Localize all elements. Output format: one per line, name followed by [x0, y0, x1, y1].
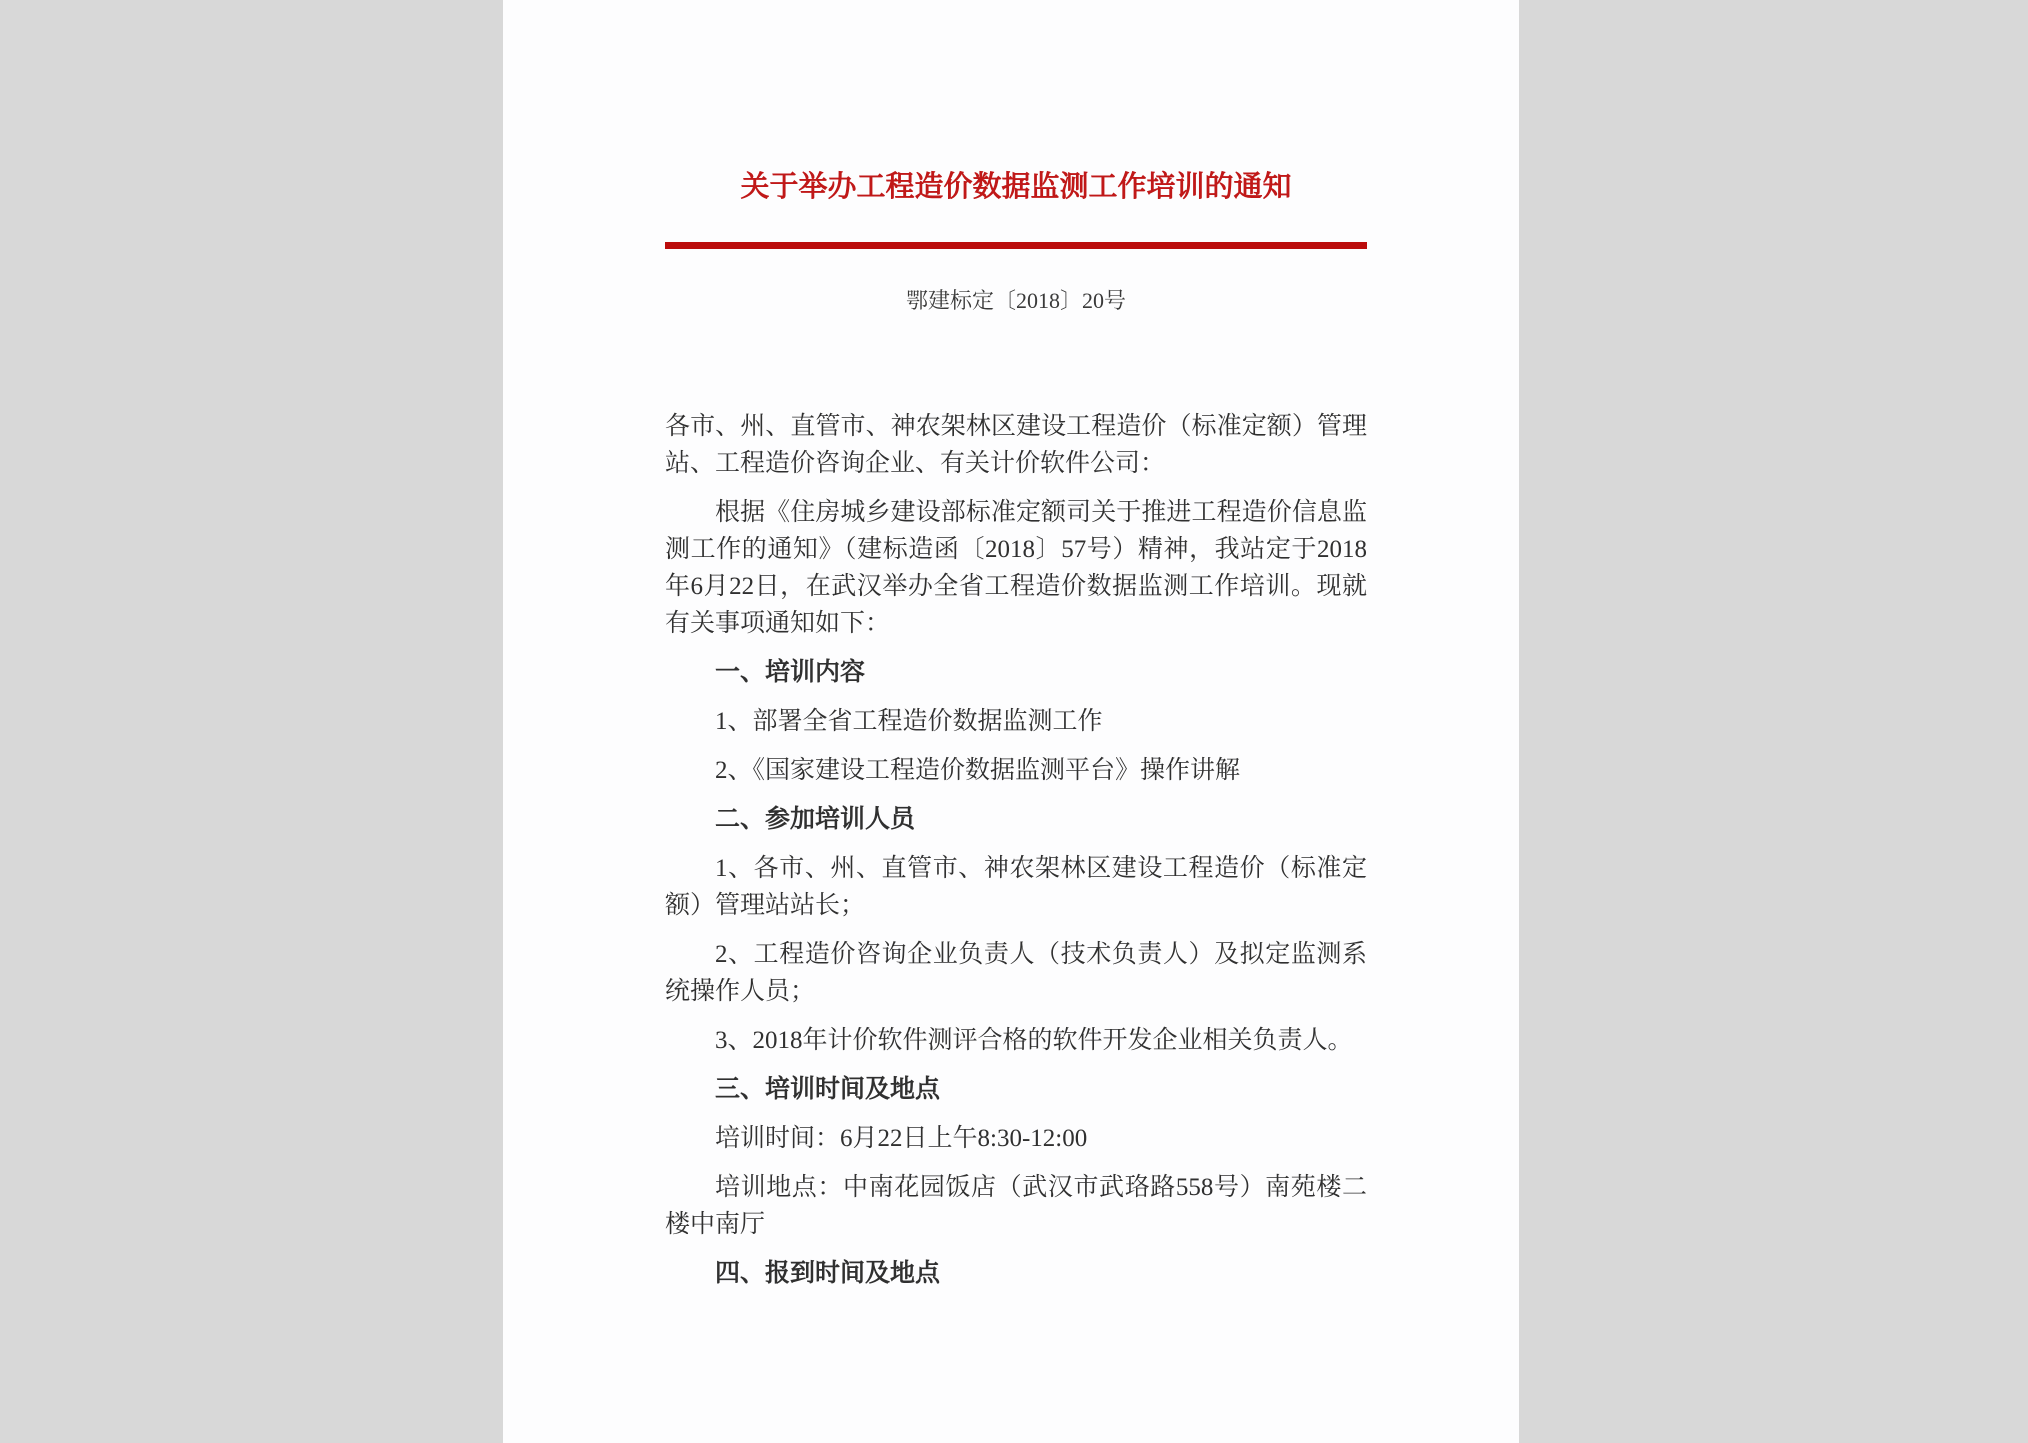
- paragraph: 培训地点：中南花园饭店（武汉市武珞路558号）南苑楼二楼中南厅: [665, 1174, 1367, 1238]
- paragraph: 1、部署全省工程造价数据监测工作: [715, 708, 1103, 735]
- paragraph: 2、《国家建设工程造价数据监测平台》操作讲解: [715, 757, 1241, 784]
- paragraph: 2、工程造价咨询企业负责人（技术负责人）及拟定监测系统操作人员；: [665, 941, 1367, 1005]
- paragraph: 1、各市、州、直管市、神农架林区建设工程造价（标准定额）管理站站长；: [665, 855, 1367, 919]
- paragraph: 培训时间：6月22日上午8:30-12:00: [715, 1125, 1088, 1152]
- section-heading: 一、培训内容: [715, 658, 866, 686]
- red-divider-line: [665, 242, 1367, 249]
- section-heading: 四、报到时间及地点: [715, 1259, 941, 1287]
- paragraph: 各市、州、直管市、神农架林区建设工程造价（标准定额）管理站、工程造价咨询企业、有关计价软件公司：: [665, 413, 1367, 477]
- paragraph: 3、2018年计价软件测评合格的软件开发企业相关负责人。: [715, 1027, 1353, 1054]
- document-page: [503, 0, 1519, 1443]
- paragraph: 根据《住房城乡建设部标准定额司关于推进工程造价信息监测工作的通知》（建标造函〔2018〕57号）精神，我站定于2018年6月22日，在武汉举办全省工程造价数据监测工作培训。现就有关事项通知如下：: [665, 499, 1367, 637]
- document-title: 关于举办工程造价数据监测工作培训的通知: [740, 171, 1292, 203]
- section-heading: 三、培训时间及地点: [715, 1075, 941, 1103]
- document-body: [665, 408, 1367, 1292]
- section-heading: 二、参加培训人员: [715, 805, 916, 833]
- document-number: 鄂建标定〔2018〕20号: [905, 288, 1126, 313]
